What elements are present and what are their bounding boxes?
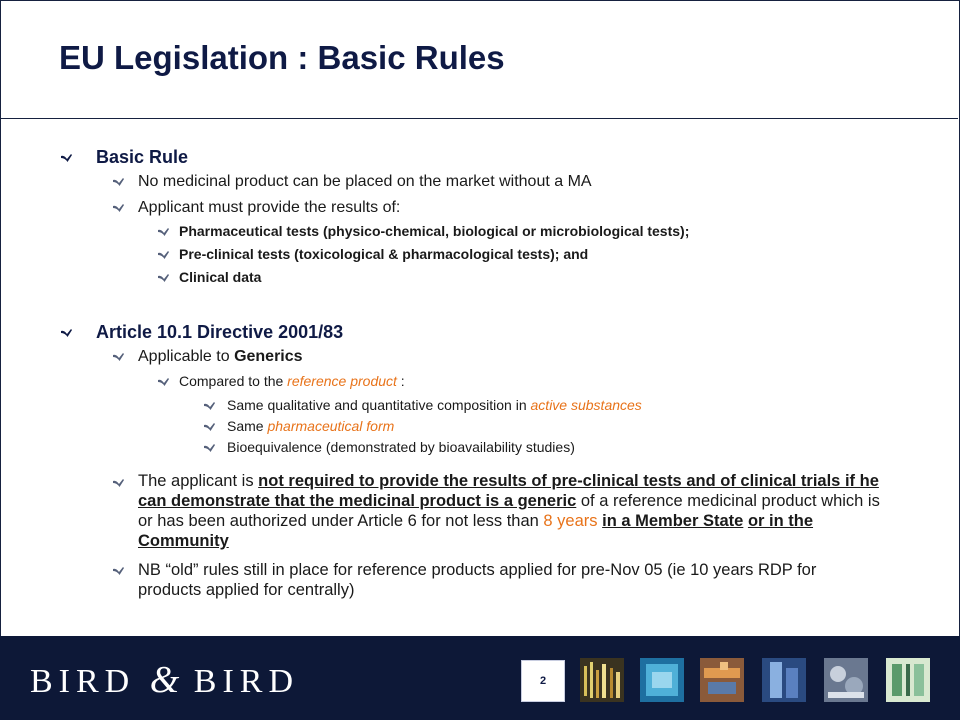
thumbnail-image-4	[762, 658, 806, 702]
bullet-icon	[157, 273, 171, 283]
bird-and-bird-logo: BIRD & BIRD	[30, 659, 300, 701]
bullet-icon	[112, 478, 126, 488]
sub-list-item: Clinical data	[179, 269, 262, 285]
sub-list-item: Pre-clinical tests (toxicological & pharmacological tests); and	[179, 246, 589, 262]
bullet-icon	[157, 377, 171, 387]
bullet-icon	[112, 177, 126, 187]
thumbnail-image-5	[824, 658, 868, 702]
bullet-icon	[203, 422, 217, 432]
bullet-icon	[112, 352, 126, 362]
page-number: 2	[521, 660, 565, 702]
bullet-icon	[157, 250, 171, 260]
section-heading-basic-rule: Basic Rule	[96, 147, 189, 167]
bullet-icon	[60, 153, 74, 163]
bullet-icon	[203, 443, 217, 453]
criteria-item: Same pharmaceutical form	[227, 418, 395, 434]
thumbnail-image-1	[580, 658, 624, 702]
bullet-icon	[112, 566, 126, 576]
list-item: No medicinal product can be placed on the market without a MA	[138, 173, 592, 190]
bullet-icon	[60, 328, 74, 338]
thumbnail-image-6	[886, 658, 930, 702]
bullet-icon	[157, 227, 171, 237]
slide-title: EU Legislation : Basic Rules	[59, 39, 505, 76]
bullet-icon	[203, 401, 217, 411]
title-bar	[1, 1, 958, 119]
list-item-applicable: Applicable to Generics	[138, 348, 303, 365]
generic-rule-paragraph: The applicant is not required to provide the results of pre-clinical tests and of clinical trials if he can demonstrate that the medicinal product is a generic of a reference medicinal product which is or has been authorized under Article 6 for not less than 8 years in a Member State or in the Community	[138, 472, 880, 550]
thumbnail-image-2	[640, 658, 684, 702]
note-paragraph: NB “old” rules still in place for reference products applied for pre-Nov 05 (ie 10 years RDP for products applied for centrally)	[138, 561, 817, 599]
list-item: Applicant must provide the results of:	[138, 199, 401, 216]
criteria-item: Same qualitative and quantitative composition in active substances	[227, 397, 642, 413]
sub-list-item-compared: Compared to the reference product :	[179, 373, 405, 389]
thumbnail-image-3	[700, 658, 744, 702]
section-heading-article: Article 10.1 Directive 2001/83	[96, 322, 344, 342]
sub-list-item: Pharmaceutical tests (physico-chemical, biological or microbiological tests);	[179, 223, 690, 239]
bullet-icon	[112, 203, 126, 213]
footer-bar	[0, 636, 960, 720]
criteria-item: Bioequivalence (demonstrated by bioavailability studies)	[227, 439, 575, 455]
